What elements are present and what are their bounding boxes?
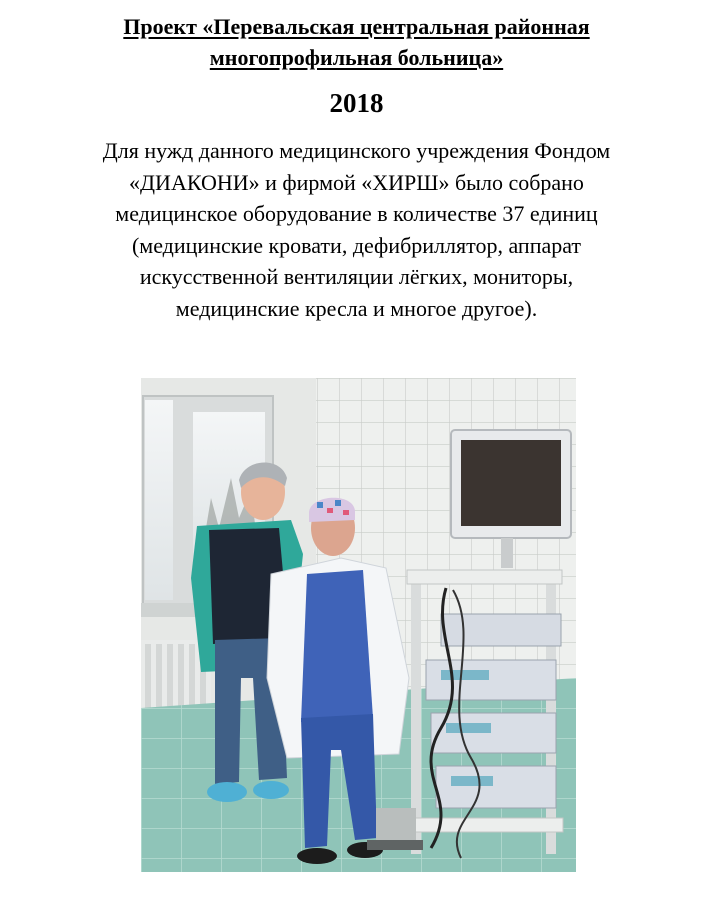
body-line: медицинские кресла и многое другое). <box>175 295 538 321</box>
body-line: искусственной вентиляции лёгких, мониторы, <box>139 264 574 289</box>
body-line: медицинское оборудование в количестве 37 единиц <box>115 201 598 226</box>
document-year: 2018 <box>329 88 384 118</box>
document-body <box>40 135 673 324</box>
title-line-1: Проект «Перевальская центральная районная <box>123 14 590 39</box>
photo-icon <box>141 378 576 872</box>
hospital-photo <box>141 378 576 872</box>
body-line: Для нужд данного медицинского учреждения Фондом <box>102 138 611 163</box>
title-line-2: многопрофильная больница» <box>209 45 504 70</box>
body-line: (медицинские кровати, дефибриллятор, аппарат <box>131 232 582 258</box>
body-line: «ДИАКОНИ» и фирмой «ХИРШ» было собрано <box>129 169 584 195</box>
document-title <box>40 11 673 73</box>
window-pane-left <box>145 400 173 600</box>
